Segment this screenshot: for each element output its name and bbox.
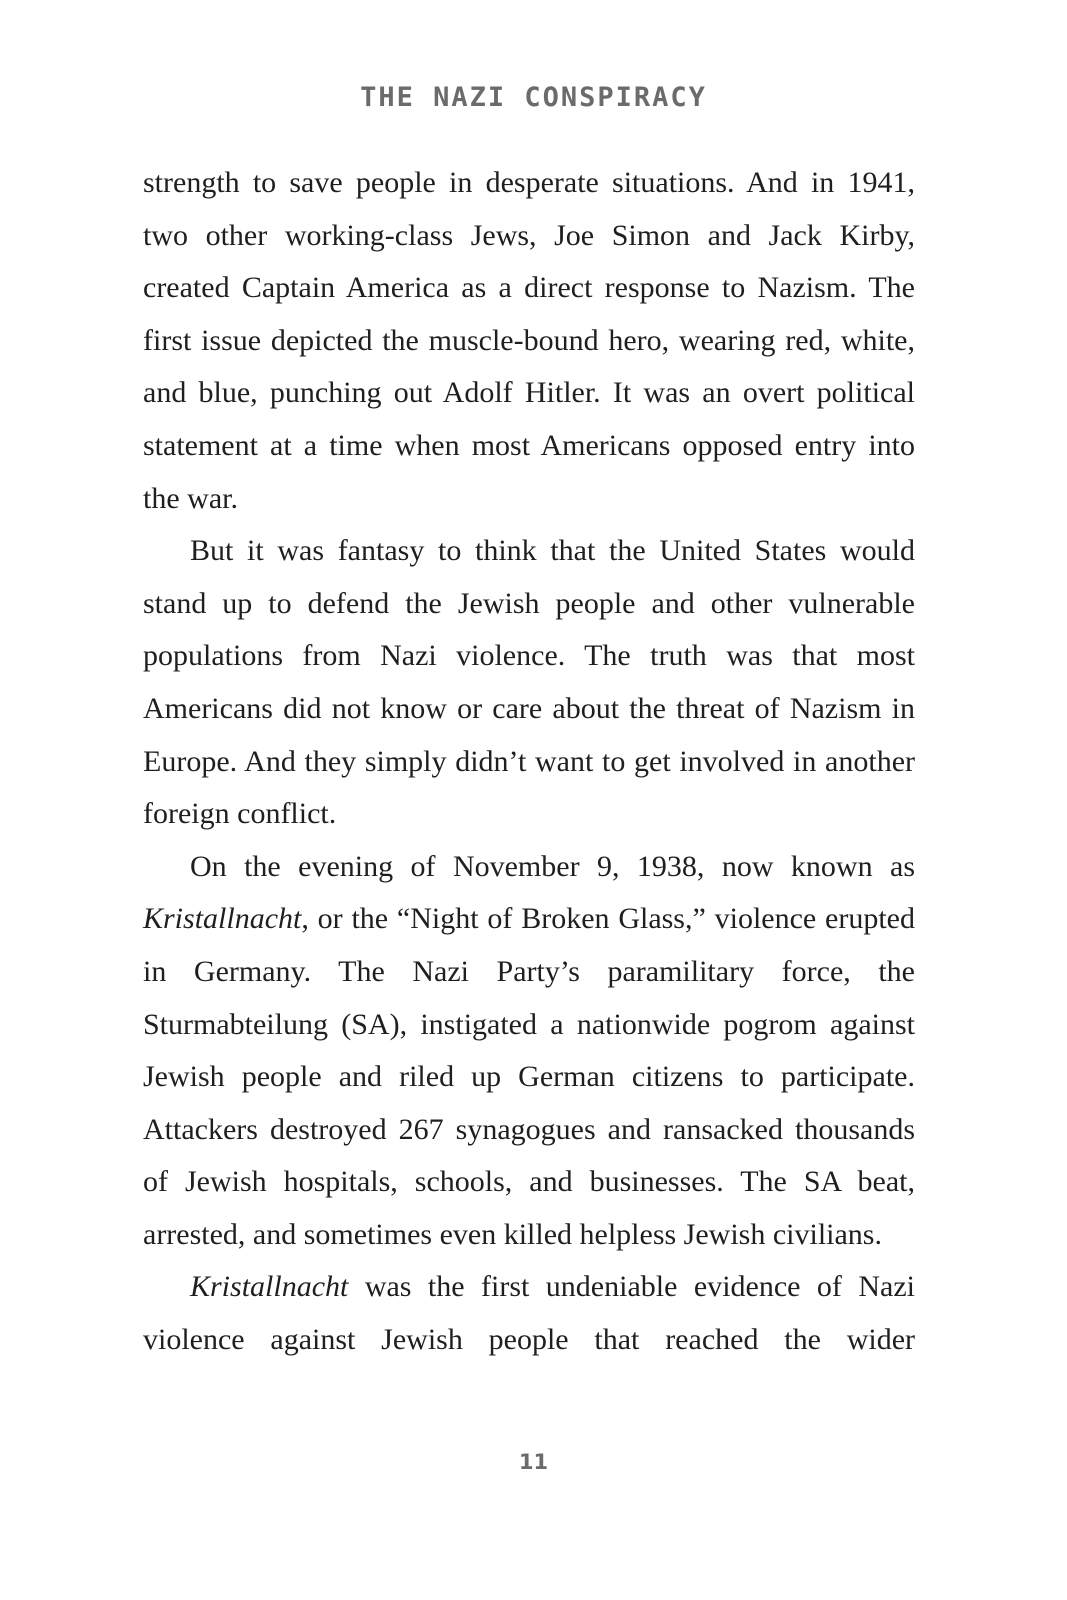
paragraph-4 [143,1261,915,1366]
paragraph-4-italic-term: Kristallnacht [190,1270,349,1304]
page-number: 11 [518,1450,549,1474]
body-text [143,157,915,1367]
paragraph-3-rest-text: , or the “Night of Broken Glass,” violence erupted in Germany. The Nazi Party’s paramilitary force, the Sturmabteilung (SA), instigated a nationwide pogrom against Jewish people and riled up German citizens to participate. Attackers destroyed 267 synagogues and ransacked thousands of Jewish hospitals, schools, and businesses. The SA beat, arrested, and sometimes even killed helpless Jewish civilians. [143,902,915,1251]
running-head-title: THE NAZI CONSPIRACY [360,82,707,113]
paragraph-4-rest-text: was the first undeniable evidence of Nazi violence against Jewish people that reached the wider [143,1270,915,1357]
paragraph-3 [143,841,915,1262]
paragraph-2: But it was fantasy to think that the United States would stand up to defend the Jewish people and other vulnerable populations from Nazi violence. The truth was that most Americans did not know or care about the threat of Nazism in Europe. And they simply didn’t want to get involved in another foreign conflict. [143,534,915,831]
paragraph-3-lead-text: On the evening of November 9, 1938, now known as [190,849,915,883]
paragraph-1: strength to save people in desperate situations. And in 1941, two other working-class Jews, Joe Simon and Jack Kirby, created Captain America as a direct response to Nazism. The first issue depicted the muscle-bound hero, wearing red, white, and blue, punching out Adolf Hitler. It was an overt political statement at a time when most Americans opposed entry into the war. [143,166,915,515]
paragraph-3-italic-term: Kristallnacht [143,902,302,936]
